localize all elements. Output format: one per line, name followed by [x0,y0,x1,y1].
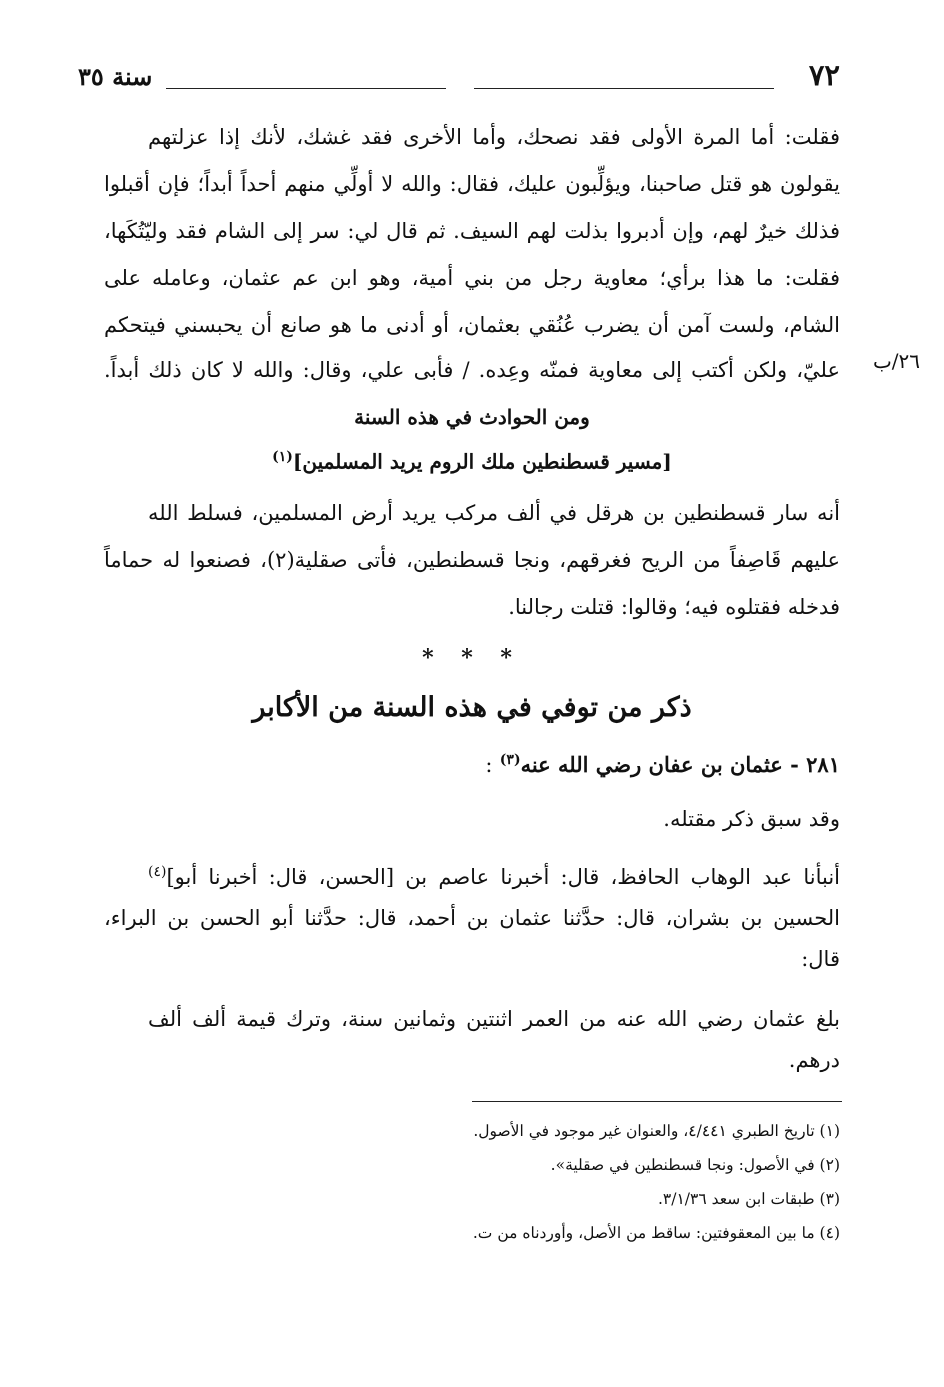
entry-number: ٢٨١ [806,752,840,777]
text-line: قال: [801,947,840,971]
events-heading: ومن الحوادث في هذه السنة [354,405,590,429]
text-line: أنه سار قسطنطين بن هرقل في ألف مركب يريد أرض المسلمين، فسلط الله [148,501,840,525]
text-line: درهم. [788,1048,840,1072]
text-line: عليهم قَاصِفاً من الريح فغرقهم، ونجا قسطنطين، فأتى صقلية(٢)، فصنعوا له حماماً [104,548,840,572]
event-title [0,449,944,474]
text-line: وقد سبق ذكر مقتله. [663,807,840,831]
entry-colon: : [485,753,493,777]
biography-entry-heading [104,745,840,780]
entry-name: - عثمان بن عفان رضي الله عنه [520,752,799,777]
footnote: (٤) ما بين المعقوفتين: ساقط من الأصل، وأوردناه من ت. [472,1224,840,1242]
text-line: فدخله فقتلوه فيه؛ وقالوا: قتلت رجالنا. [508,595,840,619]
text-line [148,857,840,892]
footnote-ref: (٣) [499,752,521,768]
running-header [78,58,840,98]
footnote-ref: (٤) [148,864,167,880]
text-line: فقلت: ما هذا برأي؛ معاوية رجل من بني أمية، وهو ابن عم عثمان، وعامله على [104,266,840,290]
margin-folio-ref: ٢٦/ب [872,349,920,373]
text-line: بلغ عثمان رضي الله عنه من العمر اثنتين وثمانين سنة، وترك قيمة ألف ألف [148,1007,840,1031]
page-number: ٧٢ [808,58,840,92]
footnote: (٣) طبقات ابن سعد ٣/١/٣٦. [657,1190,840,1208]
event-title-text: [مسير قسطنطين ملك الروم يريد المسلمين] [292,449,672,474]
text-line: فذلك خيرٌ لهم، وإن أدبروا بذلت لهم السيف. ثم قال لي: سر إلى الشام فقد وليّتُكَها، [104,219,840,243]
footnote: (١) تاريخ الطبري ٤/٤٤١، والعنوان غير موجود في الأصول. [473,1122,840,1140]
text-line: الشام، ولست آمن أن يضرب عُنُقي بعثمان، أو أدنى ما هو صانع أن يحبسني فيتحكم [104,313,840,337]
text-line: يقولون هو قتل صاحبنا، ويؤلِّبون عليك، فقال: والله لا أولِّي منهم أحداً أبداً؛ فإن أقبلوا [104,172,840,196]
footnote: (٢) في الأصول: ونجا قسطنطين في صقلية». [550,1156,840,1174]
section-title: ذكر من توفي في هذه السنة من الأكابر [252,692,692,723]
year-label: سنة ٣٥ [78,62,153,91]
section-separator: * * * [422,645,522,671]
header-rule-right [474,88,774,89]
footnote-ref: (١) [272,449,293,465]
text-line: فقلت: أما المرة الأولى فقد نصحك، وأما الأخرى فقد غشك، لأنك إذا عزلتهم [148,125,840,149]
header-rule-left [166,88,446,89]
text-line: الحسين بن بشران، قال: حدَّثنا عثمان بن أحمد، قال: حدَّثنا أبو الحسن بن البراء، [104,906,840,930]
isnad-text: أنبأنا عبد الوهاب الحافظ، قال: أخبرنا عاصم بن [الحسن، قال: أخبرنا أبو] [166,865,840,889]
footnote-rule [472,1101,842,1102]
text-line: عليّ، ولكن أكتب إلى معاوية فمنّه وعِده. / فأبى علي، وقال: والله لا كان ذلك أبداً. [104,358,840,382]
